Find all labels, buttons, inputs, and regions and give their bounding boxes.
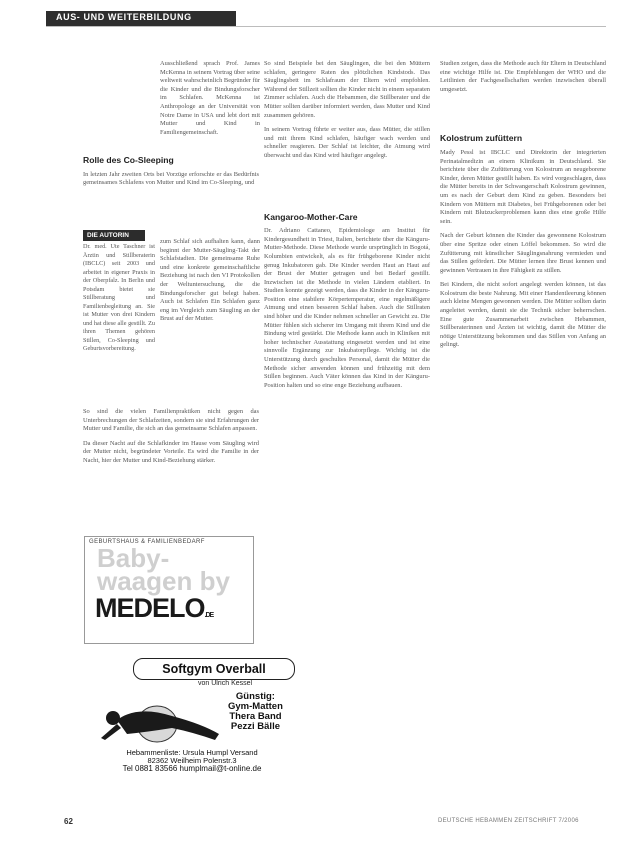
ad-softgym-offer-2: Gym-Matten [228, 701, 283, 712]
column-1-body [83, 156, 259, 188]
ad-softgym-title: Softgym Overball [133, 658, 295, 680]
col3-paragraph-3: Nach der Geburt können die Kinder das gewonnene Kolostrum über eine Spritze oder einen Löffel bekommen. So wird die Zufütterung mit künstlicher Säuglingsnahrung vermieden und das Stillen gefördert. Die Mütter lernen ihre Brust kennen und gewinnen Vertrauen in ihre Fähigkeit zu stillen. [440, 232, 606, 274]
col3-paragraph-2: Mady Pessl ist IBCLC und Direktorin der integrierten Perinatalmedizin an einem Klinikum in Deutschland. Sie berichtete über die Zufütterung von Kolostrum an neugeborene Kinder, deren Mütter gestillt haben. Es wird vorgeschlagen, dass die Mütter bereits in der Schwangerschaft Kolostrum gewinnen, um es nach der Geburt dem Kind zu geben. Besonders bei Kindern von Müttern mit Diabetes, bei Frühgeborenen oder bei Kindern mit Blutzuckerproblemen kann dies eine große Hilfe sein. [440, 148, 606, 225]
ad-softgym-footer-2: 82362 Weilheim Polenstr.3 [147, 756, 237, 765]
author-box [83, 230, 155, 399]
ad-medelo-topline: GEBURTSHAUS & FAMILIENBEDARF [89, 539, 205, 545]
col1-paragraph-2: So sind die vielen Familienpraktiken nicht gegen das Unterbrechungen der Schlafzeiten, sondern sie sind Erfahrungen der Mutter und Familie, die sich an das gemeinsame Schlafen anpassen. [83, 408, 259, 433]
column-1-wrap [160, 238, 260, 324]
column-1-lower [83, 408, 259, 466]
medelo-advertisement[interactable] [84, 536, 254, 644]
ad-medelo-line2: waagen by [97, 566, 230, 596]
col1-paragraph-3: Da dieser Nacht auf die Schlafkinder im Hause vom Säugling wird der Mutter nicht, begründeter Vorteile. Es wird die Familie in der Nacht, hier der Mutter und Kind-Beziehung stärker. [83, 439, 259, 464]
ad-softgym-offer-3: Thera Band [229, 711, 282, 722]
illustration-head [106, 711, 120, 725]
column-1 [160, 60, 260, 137]
col2-paragraph-2: In seinem Vortrag führte er weiter aus, dass Mütter, die stillen und mit ihrem Kind schlafen, häufiger wach werden und schneller reagieren. Der Schlaf ist leichter, die Atmung wird überwacht und das Kind wird häufiger angelegt. [264, 126, 430, 159]
column-2 [264, 60, 430, 390]
ad-softgym-footer-3: Tel 0881 83566 humplmail@t-online.de [122, 764, 262, 773]
col1-wrap-text: zum Schlaf sich aufhalten kann, dann beginnt der Mutter-Säugling-Takt der Schlafstadien. Die gemeinsame Ruhe und eine konkrete gemeinschaftliche Beziehung ist nach den VI Protokollen der Weltuntersuchung, die die Bindungsforscher gut belegt haben. Auch ist Schlafen Ein Schlafen ganz eng im Vergleich zum Säugling an der Brust auf der Mutter. [160, 238, 260, 323]
ad-softgym-footer-1: Hebammenliste: Ursula Humpl Versand [126, 748, 258, 757]
column-3 [440, 60, 606, 350]
illustration-arm [101, 724, 121, 740]
ad-medelo-line1: Baby- [97, 543, 170, 573]
col2-paragraph-3: Dr. Adriano Cattaneo, Epidemiologe am Institut für Kindergesundheit in Triest, Italien, berichtete über die Känguru-Mutter-Methode. Diese Methode wurde ursprünglich in Bogotá, Kolumbien entwickelt, als es für frühgeborene Kinder nicht genug Inkubatoren gab. Die Kinder werden Haut an Haut auf der Brust der Mutter getragen und bei Bedarf gestillt. Inzwischen ist die Methode in vielen Ländern etabliert. In Studien konnte gezeigt werden, dass die Kinder in der Känguru-Position eine stabilere Körpertemperatur, eine regelmäßigere Atmung und einen besseren Schlaf haben. Auch die Stillraten sind höher und die Kinder nehmen schneller an Gewicht zu. Die Mütter fühlen sich sicherer im Umgang mit ihrem Kind und die Bindung wird gestärkt. Die Methode kann auch in Kliniken mit hoher technischer Ausstattung eingesetzt werden und ist eine sinnvolle Ergänzung zur Inkubatorpflege. Wichtig ist die Unterstützung durch geschultes Personal, damit die Mütter die Methode sicher anwenden können und frühzeitig mit dem Stillen beginnen. Auch Väter können das Kind in der Känguru-Position halten und so eine enge Beziehung aufbauen. [264, 227, 430, 389]
section-label: AUS- UND WEITERBILDUNG [56, 12, 192, 22]
footer-source: DEUTSCHE HEBAMMEN ZEITSCHRIFT 7/2006 [438, 818, 579, 824]
ad-softgym-offer-4: Pezzi Bälle [230, 721, 280, 732]
col3-paragraph-1: Studien zeigen, dass die Methode auch für Eltern in Deutschland eine wichtige Hilfe ist. Die Empfehlungen der WHO und die Leitlinien der Fachgesellschaften werden inzwischen überall umgesetzt. [440, 60, 606, 93]
ad-softgym-offers [228, 692, 283, 732]
ad-medelo-brand: MEDELO [95, 593, 205, 623]
col1-heading: Rolle des Co-Sleeping [83, 155, 174, 165]
ad-softgym-subtitle: von Ulrich Kessel [198, 680, 253, 687]
col2-heading: Kangaroo-Mother-Care [264, 211, 358, 222]
woman-exercise-illustration [87, 680, 227, 750]
col1-intro: Ausschließend sprach Prof. James McKenna in seinem Vortrag über seine weltweit wahrscheinlich Begründer für die Kinder und die Bindungsforscher im Schlafen. McKenna ist Anthropologe an der Universität von Notre Dame in USA und lebt dort mit Mutter und Kind in Familiengemeinschaft. [160, 60, 260, 136]
softgym-advertisement[interactable] [83, 656, 302, 772]
col3-paragraph-4: Bei Kindern, die nicht sofort angelegt werden können, ist das Kolostrum die beste Nahrung. Mit einer Handentleerung können auch kleine Mengen gewonnen werden. Die Mütter sollten darin angeleitet werden, damit sie die Technik sicher beherrschen. Eine gute Zusammenarbeit zwischen Hebammen, Stillberaterinnen und Ärzten ist wichtig, damit die Mütter die nötige Unterstützung bekommen und das Stillen von Anfang an gelingt. [440, 281, 606, 349]
col2-paragraph-1: So sind Beispiele bei den Säuglingen, die bei den Müttern schlafen, geringere Raten des plötzlichen Kindstods. Das Säuglingsbett im Schlafraum der Eltern wird empfohlen. Während der Stillzeit sollten die Kinder nicht in einem separaten Zimmer schlafen. Auch die Hebammen, die Stillberater und die Mütter sollten darüber informiert werden, dass Mutter und Kind zusammen gehören. [264, 60, 430, 119]
ad-softgym-offer-1: Günstig: [235, 691, 275, 702]
page-number: 62 [64, 817, 73, 826]
ad-medelo-brand-wrap [85, 593, 253, 624]
ad-medelo-suffix: .DE [204, 612, 214, 619]
author-box-text: Dr. med. Ute Taschner ist Ärztin und Stillberaterin (IBCLC) seit 2003 und arbeitet in eigener Praxis in der Oberpfalz. In Berlin und Potsdam bietet sie Stillberatung und Familienbegleitung an. Sie ist Mutter von drei Kindern und hat diese alle gestillt. Zu ihren Themen gehören Stillen, Co-Sleeping und Geburtsvorbereitung. [83, 243, 155, 352]
header-rule [46, 26, 606, 27]
col3-heading: Kolostrum zufüttern [440, 133, 523, 144]
author-box-label: DIE AUTORIN [83, 230, 145, 241]
col1-paragraph-1: In letzten Jahr zweiten Orts bei Vorzüge erforschte er das Bedürfnis gemeinsames Schlafens von Mutter und Kind im Co-Sleeping, und [83, 170, 259, 187]
